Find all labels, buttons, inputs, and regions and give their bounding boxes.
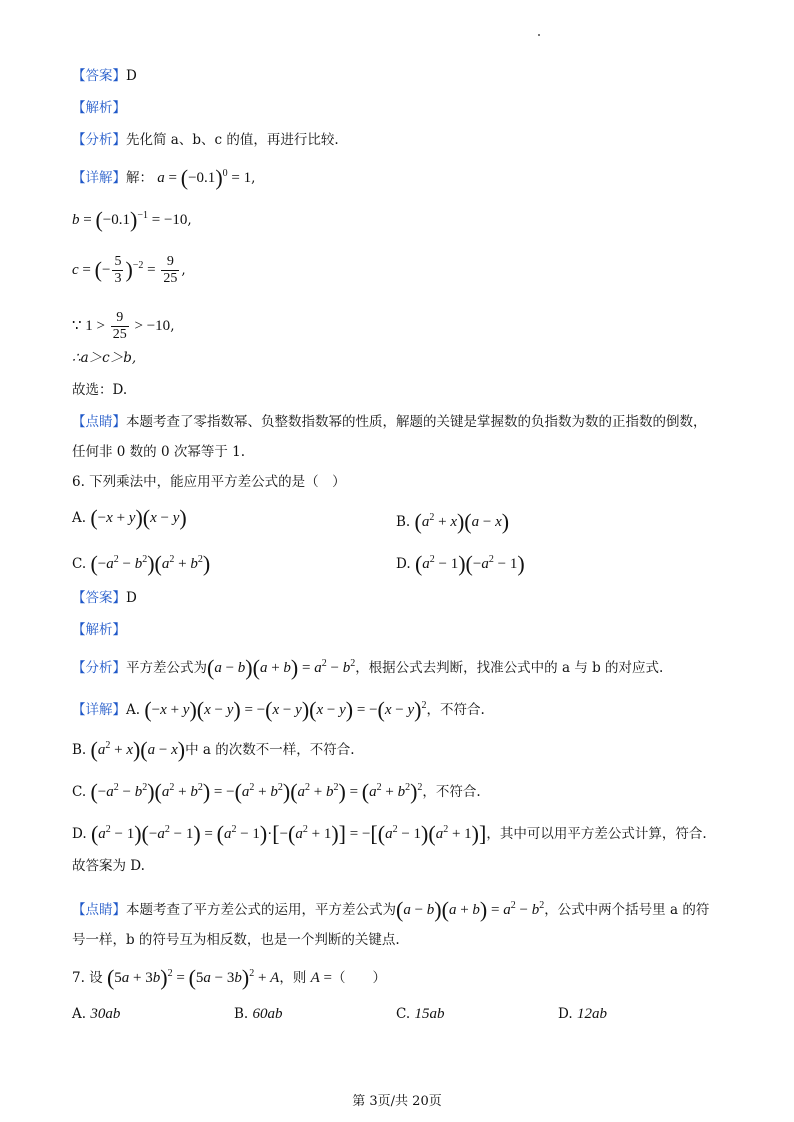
q6-option-b: B. $(a^2 + x)(a - x)$ <box>396 509 510 534</box>
q6-detail-d: D. $(a^2 - 1)(-a^2 - 1) = (a^2 - 1)\cdot[-(a^2 + 1)] = -[(a^2 - 1)(a^2 + 1)]$，其中可以用平方差公式计算，符合. <box>72 821 707 846</box>
page-footer: 第 3页/共 20页 <box>352 1094 442 1109</box>
q6-option-a: A. (−x + y)(x − y) <box>72 505 187 530</box>
q6-detail-a: 【详解】A. $(-x + y)(x - y) = -(x - y)(x - y) = -(x - y)^2$，不符合. <box>72 697 485 722</box>
q5-fenxi-line: 【分析】先化简 a、b、c 的值，再进行比较. <box>72 132 339 148</box>
q6-dianjing-line: 【点睛】本题考查了平方差公式的运用，平方差公式为$(a - b)(a + b) = a^2 - b^2$，公式中两个括号里 a 的符 <box>72 897 710 922</box>
q7-option-a: A. 30ab <box>72 1006 121 1022</box>
q6-stem: 6. 下列乘法中，能应用平方差公式的是（ ） <box>72 474 346 490</box>
q7-option-d: D. 12ab <box>558 1006 607 1022</box>
formula-c: c = (− $\frac{5}{3}$ )$^{-2}$ = $\frac{9}{25}$ <box>72 254 178 286</box>
q5-dianjing-line: 【点睛】本题考查了零指数幂、负整数指数幂的性质，解题的关键是掌握数的负指数为数的正指数的倒数， <box>72 414 707 430</box>
q5-answer-line <box>72 66 137 86</box>
formula-compare: ∵ 1 > $\frac{9}{25}$ > −10 <box>72 310 171 342</box>
formula-a: $a = (-0.1)^0 = 1$ <box>157 165 252 190</box>
q7-option-b: B. 60ab <box>234 1006 283 1022</box>
formula-b: $b = (-0.1)^{-1} = -10$ <box>72 207 188 232</box>
q5-analysis-heading: 【解析】 <box>72 100 126 116</box>
q6-option-d: D. $(a^2 - 1)(-a^2 - 1)$ <box>396 551 525 576</box>
q5-choose-line: 故选：D. <box>72 382 128 398</box>
q6-option-c: C. $(-a^2 - b^2)(a^2 + b^2)$ <box>72 551 211 576</box>
q6-dianjing-line2: 号一样，b 的符号互为相反数，也是一个判断的关键点. <box>72 932 400 948</box>
answer-tag: 【答案】 <box>72 68 126 84</box>
q6-detail-c: C. $(-a^2 - b^2)(a^2 + b^2) = -(a^2 + b^2)(a^2 + b^2) = (a^2 + b^2)^2$，不符合. <box>72 779 481 804</box>
speck-mark <box>538 34 540 36</box>
q5-dianjing-line2: 任何非 0 数的 0 次幂等于 1. <box>72 444 246 460</box>
q6-final-line: 故答案为 D. <box>72 858 145 874</box>
q6-fenxi-line: 【分析】平方差公式为$(a - b)(a + b) = a^2 - b^2$，根据公式去判断，找准公式中的 a 与 b 的对应式. <box>72 655 664 680</box>
q5-xiangjie-a-line: 【详解】解： $a = (-0.1)^0 = 1$, <box>72 165 256 190</box>
q6-answer-line: 【答案】D <box>72 590 137 606</box>
q6-analysis-heading: 【解析】 <box>72 622 126 638</box>
answer-value: D <box>126 68 137 84</box>
q5-hence-line: ∴a＞c＞b, <box>72 350 137 366</box>
q5-b-line: $b = (-0.1)^{-1} = -10$, <box>72 207 192 232</box>
q7-stem: 7. 设 $(5a + 3b)^2 = (5a - 3b)^2 + A$，则 A =（ ） <box>72 965 387 990</box>
q5-c-line: c = (− $\frac{5}{3}$ )$^{-2}$ = $\frac{9}{25}$ , <box>72 254 186 286</box>
q6-detail-b: B. $(a^2 + x)(a - x)$中 a 的次数不一样，不符合. <box>72 737 355 762</box>
q7-option-c: C. 15ab <box>396 1006 445 1022</box>
q5-compare-line: ∵ 1 > $\frac{9}{25}$ > −10, <box>72 310 175 342</box>
